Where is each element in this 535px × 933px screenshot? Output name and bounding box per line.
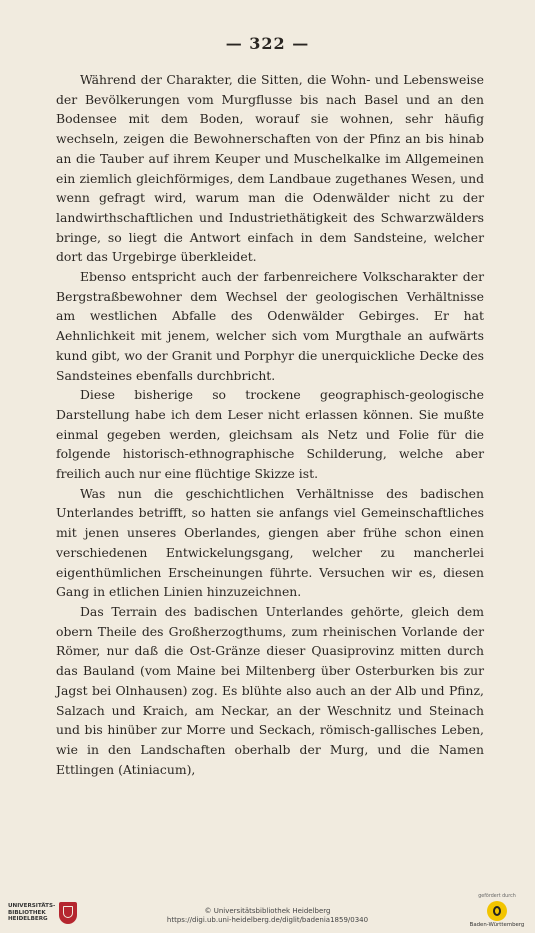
text-body [56,70,484,779]
paragraph-5: Das Terrain des badischen Unterlandes gehörte, gleich dem obern Theile des Großherzogthums, zum rheinischen Vorlande der Römer, nur daß die Ost-Gränze dieser Quasiprovinz mitten durch das Bauland (vom Maine bei Miltenberg über Osterburken bis zur Jagst bei Olnhausen) zog. Es blühte also auch an der Alb und Pfinz, Salzach und Kraich, am Neckar, an der Weschnitz und Steinach und bis hinüber zur Morre und Seckach, römisch-gallisches Leben, wie in den Landschaften oberhalb der Murg, und die Namen Ettlingen (Atiniacum), [56,603,484,777]
permalink[interactable]: https://digi.ub.uni-heidelberg.de/diglit/badenia1859/0340 [166,915,369,924]
paragraph-2: Ebenso entspricht auch der farbenreichere Volkscharakter der Bergstraßbewohner dem Wechsel der geologischen Verhältnisse am westlichen Abfalle des Odenwälder Gebirges. Er hat Aehnlichkeit mit jenem, welcher sich vom Murgthale an aufwärts kund gibt, wo der Granit und Porphyr die unerquickliche Decke des Sandsteines ebenfalls durchbricht. [56,269,484,383]
copyright-notice [0,907,535,924]
funding-caption: gefördert durch [478,894,516,899]
footer [0,892,535,933]
funder-logo-icon [487,901,507,921]
paragraph-3: Diese bisherige so trockene geographisch-geologische Darstellung habe ich dem Leser nicht erlassen können. Sie mußte einmal gegeben werden, gleichsam als Netz und Folie für die folgende historisch-ethnographische Schilderung, welche aber freilich auch nur eine flüchtige Skizze ist. [56,387,484,482]
paragraph-1: Während der Charakter, die Sitten, die Wohn- und Lebensweise der Bevölkerungen vom Murgflusse bis nach Basel und an den Bodensee mit dem Boden, worauf sie wohnen, sehr häufig wechseln, zeigen die Bewohnerschaften von der Pfinz an bis hinab an die Tauber auf ihrem Keuper und Muschelkalke im Allgemeinen ein ziemlich gleichförmiges, dem Landbaue zugethanes Wesen, und wenn gefragt wird, warum man die Odenwälder nicht zu der landwirthschaftlichen und Industriethätigkeit des Schwarzwälders bringe, so liegt die Antwort einfach in dem Sandsteine, welcher dort das Urgebirge überkleidet. [56,72,484,265]
funding-credit [467,894,527,928]
paragraph-4: Was nun die geschichtlichen Verhältnisse des badischen Unterlandes betrifft, so hatten sie anfangs viel Gemeinschaftliches mit jenen unseres Oberlandes, giengen aber frühe schon einen verschiedenen Entwickelungsgang, welcher zu mancherlei eigenthümlichen Erscheinungen führte. Versuchen wir es, diesen Gang in etlichen Linien hinzuzeichnen. [56,485,484,600]
copyright-text: © Universitätsbibliothek Heidelberg [204,907,331,915]
page-number: — 322 — [225,34,310,53]
funder-name: Baden-Württemberg [469,922,525,928]
library-name: UNIVERSITÄTS- BIBLIOTHEK HEIDELBERG [8,903,56,923]
